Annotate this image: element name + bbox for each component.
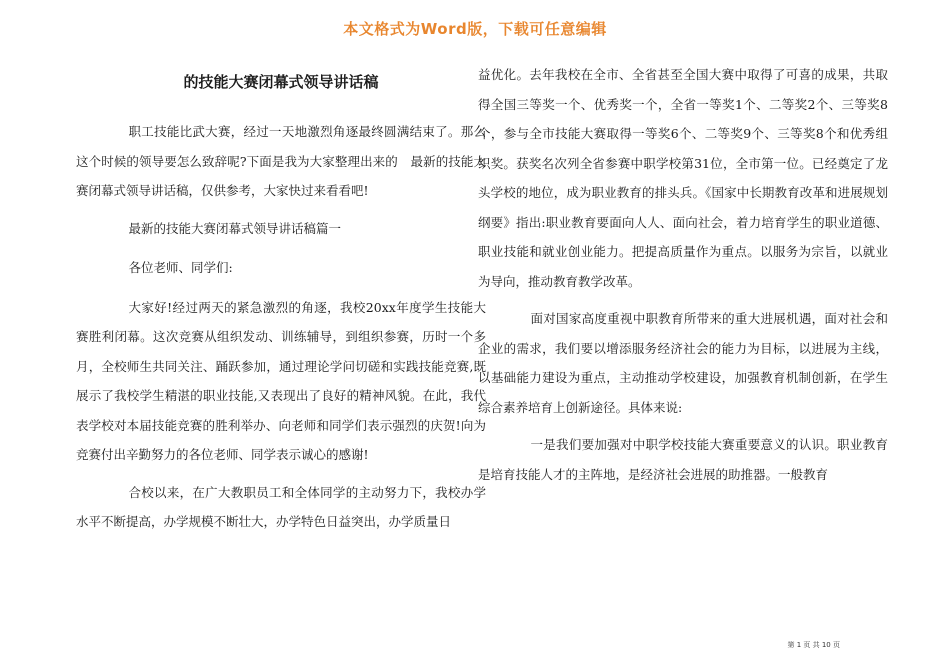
- body-paragraph-3: 益优化。去年我校在全市、全省甚至全国大赛中取得了可喜的成果，共取得全国三等奖一个、优秀奖一个，全省一等奖1个、二等奖2个、三等奖8个，参与全市技能大赛取得一等奖6个、二等奖9个、三等奖8个和优秀组织奖。获奖名次列全省参赛中职学校第31位，全市第一位。已经奠定了龙头学校的地位，成为职业教育的排头兵。《国家中长期教育改革和进展规划纲要》指出:职业教育要面向人人、面向社会，着力培育学生的职业道德、职业技能和就业创业能力。把提高质量作为重点。以服务为宗旨，以就业为导向，推动教育教学改革。: [478, 67, 888, 289]
- right-column: [478, 60, 888, 497]
- salutation: 各位老师、同学们:: [128, 260, 233, 275]
- body-paragraph-4: 面对国家高度重视中职教育所带来的重大进展机遇，面对社会和企业的需求，我们要以增添服务经济社会的能力为目标，以进展为主线，以基础能力建设为重点，主动推动学校建设，加强教育机制创新，在学生综合素养培育上创新途径。具体来说:: [478, 311, 888, 415]
- body-paragraph-2: 合校以来，在广大教职员工和全体同学的主动努力下，我校办学水平不断提高，办学规模不断壮大，办学特色日益突出，办学质量日: [76, 484, 486, 529]
- body-paragraph-1: 大家好!经过两天的紧急激烈的角逐，我校20xx年度学生技能大赛胜利闭幕。这次竞赛从组织发动、训练辅导，到组织参赛，历时一个多月，全校师生共同关注、踊跃参加，通过理论学问切磋和实践技能竞赛,既展示了我校学生精湛的职业技能,又表现出了良好的精神风貌。在此，我代表学校对本届技能竞赛的胜利举办、向老师和同学们表示强烈的庆贺!向为竞赛付出辛勤努力的各位老师、同学表示诚心的感谢!: [76, 299, 486, 462]
- left-column: [76, 60, 486, 545]
- page-number: 第 1 页 共 10 页: [787, 641, 840, 649]
- intro-paragraph: 职工技能比武大赛，经过一天地激烈角逐最终圆满结束了。那么这个时候的领导要怎么致辞呢?下面是我为大家整理出来的 最新的技能大赛闭幕式领导讲话稿，仅供参考，大家快过来看看吧!: [76, 124, 486, 198]
- section-heading: 最新的技能大赛闭幕式领导讲话稿篇一: [128, 220, 342, 236]
- document-title: 的技能大赛闭幕式领导讲话稿: [183, 73, 379, 91]
- body-paragraph-5: 一是我们要加强对中职学校技能大赛重要意义的认识。职业教育是培育技能人才的主阵地，是经济社会进展的助推器。一般教育: [478, 437, 888, 482]
- word-format-banner: 本文格式为Word版，下载可任意编辑: [343, 20, 607, 38]
